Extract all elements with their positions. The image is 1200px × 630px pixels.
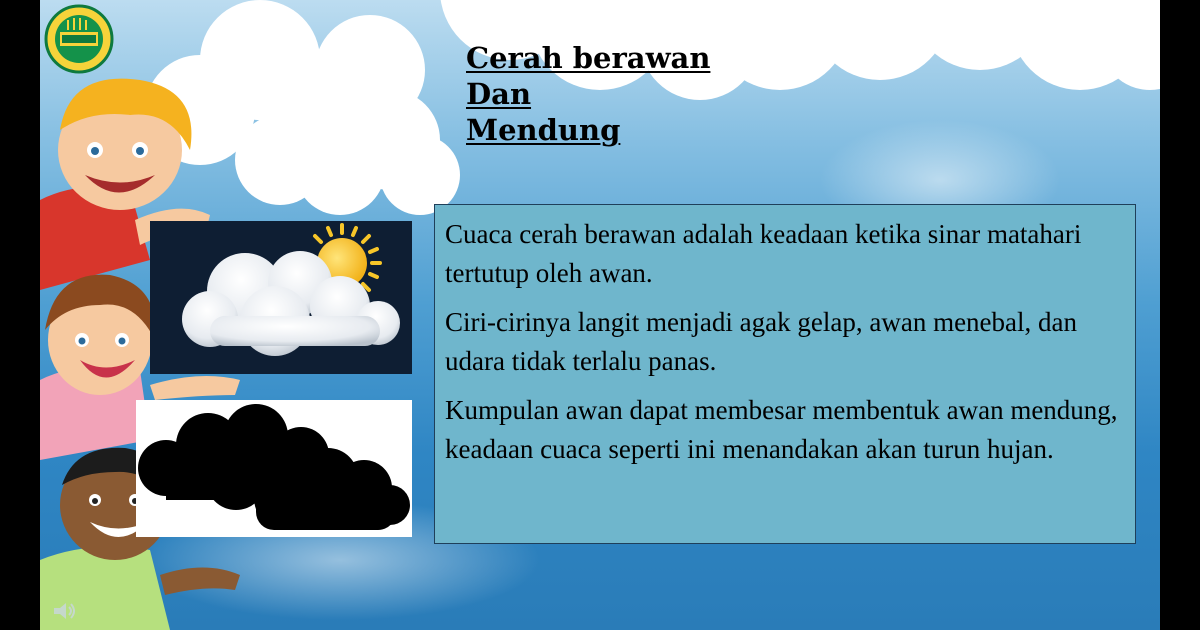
speaker-icon[interactable] [52, 600, 78, 622]
title-line-2: Dan [466, 77, 532, 111]
school-logo [44, 4, 114, 74]
slide-title [466, 40, 710, 148]
paragraph-3: Kumpulan awan dapat membesar membentuk awan mendung, keadaan cuaca seperti ini menandakan akan turun hujan. [445, 395, 1118, 464]
dark-cloud-icon [136, 400, 412, 537]
title-line-1: Cerah berawan [466, 41, 711, 75]
cloud-left [145, 0, 460, 215]
cloud-sun-icon [150, 221, 412, 374]
description-textbox [434, 204, 1136, 544]
paragraph-1: Cuaca cerah berawan adalah keadaan ketika sinar matahari tertutup oleh awan. [445, 219, 1082, 288]
paragraph-2: Ciri-cirinya langit menjadi agak gelap, awan menebal, dan udara tidak terlalu panas. [445, 307, 1078, 376]
title-line-3: Mendung [466, 113, 621, 147]
slide [40, 0, 1160, 630]
